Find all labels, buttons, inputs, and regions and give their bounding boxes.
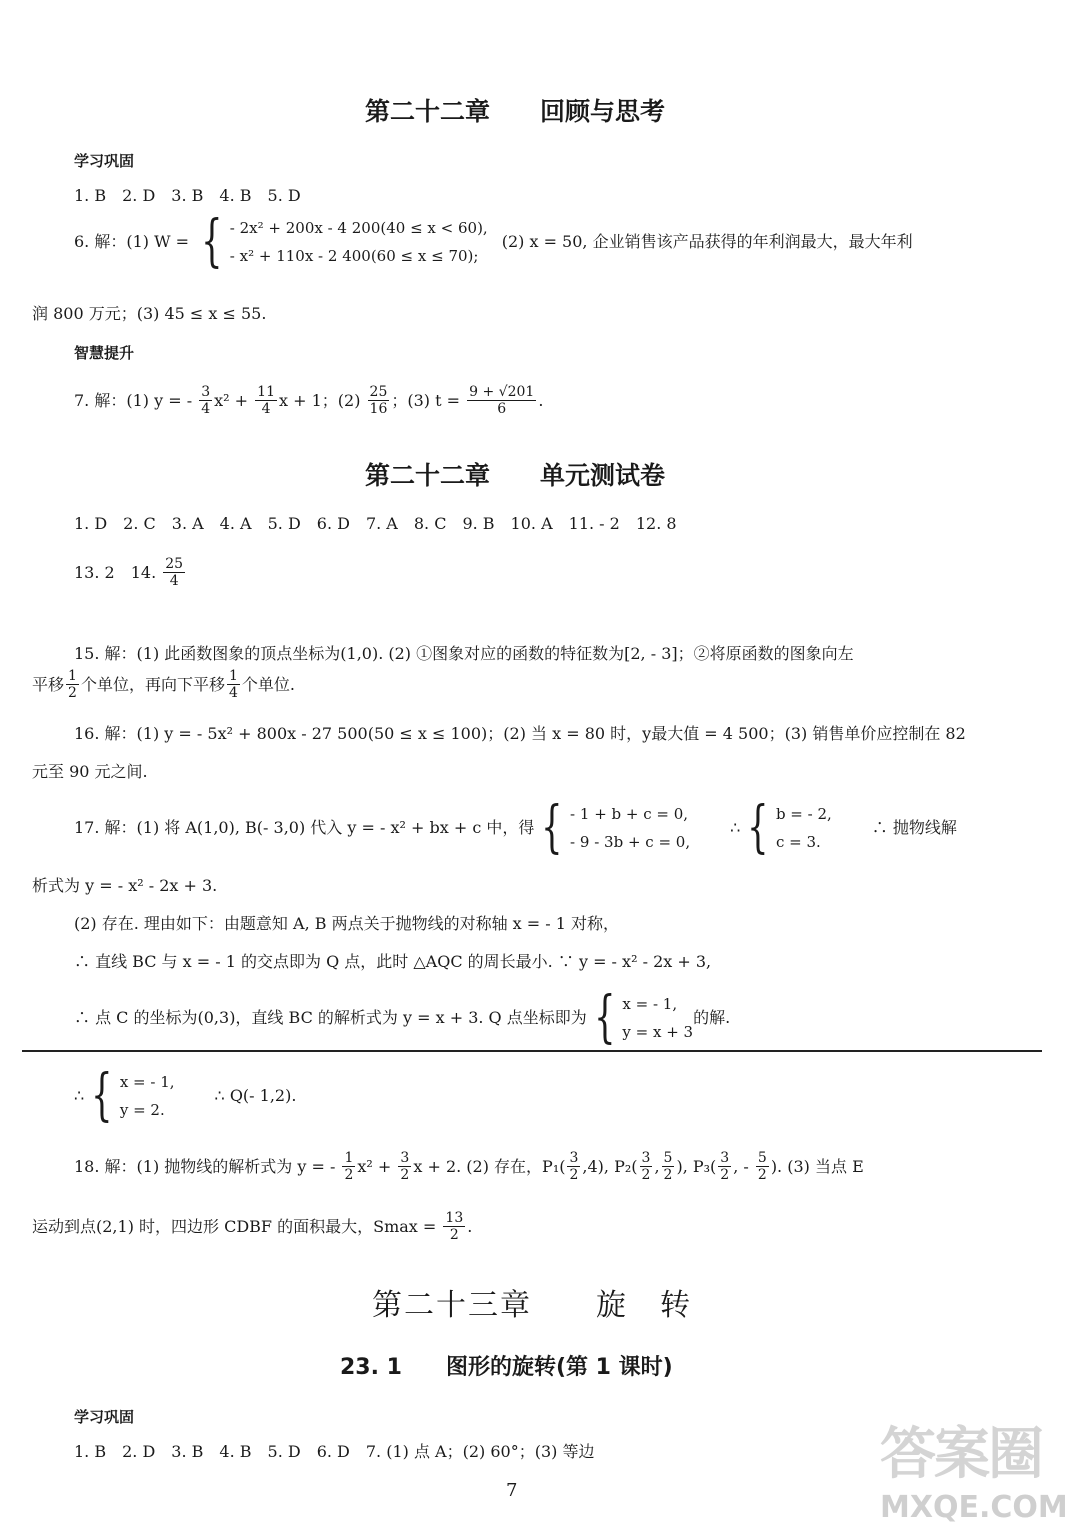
denominator: 2 — [68, 685, 77, 701]
q18-text: , — [654, 1156, 660, 1176]
equation: b = - 2, — [775, 805, 832, 823]
answers-23-1: 1. B 2. D 3. B 4. B 5. D 6. D 7. (1) 点 A；(2) 60°；(3) 等边 — [74, 1442, 595, 1461]
q18-text: 18. 解：(1) 抛物线的解析式为 y = - — [74, 1156, 341, 1176]
numerator: 3 — [641, 1150, 651, 1166]
q6-part2: (2) x = 50, 企业销售该产品获得的年利润最大，最大年利 — [501, 232, 913, 251]
answers-1-12: 1. D 2. C 3. A 4. A 5. D 6. D 7. A 8. C 9. B 10. A 11. - 2 12. 8 — [74, 514, 677, 533]
q7-text: ；(3) t = — [391, 390, 466, 410]
q6-line-2: 润 800 万元；(3) 45 ≤ x ≤ 55. — [32, 304, 267, 323]
denominator: 2 — [344, 1167, 354, 1183]
denominator: 2 — [720, 1167, 730, 1183]
equation: x = - 1, — [622, 995, 678, 1013]
answers-13-14-text: 13. 2 14. — [74, 562, 162, 582]
fraction — [255, 384, 277, 417]
q17-system-4 — [120, 1068, 175, 1124]
watermark-site: MXQE.COM — [880, 1490, 1068, 1525]
chapter-23-title: 第二十三章 旋 转 — [372, 1288, 692, 1323]
denominator: 6 — [497, 401, 507, 417]
q18-text: ,4), P₂( — [582, 1156, 638, 1176]
numerator: 1 — [68, 668, 77, 684]
q18-text: x² + — [357, 1156, 397, 1176]
fraction — [718, 1150, 731, 1183]
q7-text: x² + — [214, 390, 254, 410]
fraction — [199, 384, 212, 417]
denominator: 2 — [449, 1227, 459, 1243]
numerator: 1 — [344, 1150, 354, 1166]
q18-line-1 — [74, 1150, 864, 1183]
q15-line-1: 15. 解：(1) 此函数图象的顶点坐标为(1,0). (2) ①图象对应的函数的特征数为[2, - 3]；②将原函数的图象向左 — [74, 644, 854, 663]
q18-text: . — [467, 1216, 473, 1236]
numerator: 5 — [757, 1150, 767, 1166]
q16-line-2: 元至 90 元之间. — [32, 762, 148, 781]
equation: y = x + 3 — [622, 1023, 694, 1041]
answers-1-5: 1. B 2. D 3. B 4. B 5. D — [74, 186, 301, 205]
q15-text: 个单位. — [241, 674, 295, 694]
q17-line-6 — [74, 1063, 297, 1128]
q7-text: x + 1；(2) — [278, 390, 366, 410]
wisdom-improvement-heading: 智慧提升 — [74, 344, 135, 362]
numerator: 25 — [165, 556, 184, 572]
q18-text: x + 2. (2) 存在，P₁( — [413, 1156, 566, 1176]
numerator: 3 — [400, 1150, 410, 1166]
numerator: 3 — [569, 1150, 579, 1166]
numerator: 9 + √201 — [469, 384, 535, 400]
numerator: 5 — [663, 1150, 673, 1166]
fraction — [163, 556, 185, 589]
chapter-22-review-title: 第二十二章 回顾与思考 — [365, 97, 666, 126]
therefore-symbol: ∴ — [730, 818, 741, 837]
equation: - 1 + b + c = 0, — [570, 805, 689, 823]
q17-line-1 — [74, 795, 957, 860]
q17-system-1 — [570, 800, 690, 856]
q6-case-2: - x² + 110x - 2 400(60 ≤ x ≤ 70); — [229, 247, 479, 265]
fraction — [368, 384, 390, 417]
learning-consolidation-heading: 学习巩固 — [74, 152, 135, 170]
lesson-23-1-title: 23. 1 图形的旋转(第 1 课时) — [340, 1355, 673, 1380]
numerator: 13 — [445, 1210, 464, 1226]
left-brace-icon: { — [541, 795, 563, 860]
equation: - 9 - 3b + c = 0, — [570, 833, 691, 851]
therefore-symbol: ∴ — [74, 1086, 85, 1105]
fraction — [342, 1150, 355, 1183]
equation: x = - 1, — [119, 1073, 175, 1091]
q18-text: , - — [733, 1156, 754, 1176]
denominator: 2 — [400, 1167, 410, 1183]
denominator: 4 — [228, 685, 238, 701]
denominator: 2 — [641, 1167, 651, 1183]
q6-answer — [74, 209, 913, 274]
fraction — [662, 1150, 675, 1183]
numerator: 11 — [257, 384, 275, 400]
numerator: 1 — [228, 668, 238, 684]
q6-prefix: 6. 解：(1) W = — [74, 232, 195, 251]
page-divider — [22, 1050, 1042, 1052]
q15-text: 个单位，再向下平移 — [80, 674, 225, 694]
fraction — [398, 1150, 411, 1183]
denominator: 4 — [261, 401, 271, 417]
left-brace-icon: { — [593, 985, 616, 1050]
q17-line-4: ∴ 直线 BC 与 x = - 1 的交点即为 Q 点，此时 △AQC 的周长最小. ∵ y = - x² - 2x + 3, — [74, 952, 712, 971]
fraction — [66, 668, 79, 701]
fraction — [467, 384, 536, 417]
q17-text: ∴ 抛物线解 — [871, 818, 957, 837]
q17-text: ∴ Q(- 1,2). — [214, 1086, 297, 1105]
q15-text: 平移 — [32, 674, 65, 694]
q16-line-1: 16. 解：(1) y = - 5x² + 800x - 27 500(50 ≤ x ≤ 100)；(2) 当 x = 80 时，y最大值 = 4 500；(3) 销售单价应控制在 82 — [74, 724, 966, 743]
q17-system-3 — [622, 990, 693, 1046]
denominator: 2 — [569, 1167, 579, 1183]
left-brace-icon: { — [747, 795, 769, 860]
left-brace-icon: { — [91, 1063, 113, 1128]
equation: c = 3. — [775, 833, 821, 851]
numerator: 25 — [369, 384, 388, 400]
q18-line-2 — [32, 1210, 472, 1243]
q7-answer — [74, 384, 543, 417]
q15-line-2 — [32, 668, 295, 701]
q6-piecewise — [230, 214, 488, 270]
numerator: 3 — [201, 384, 211, 400]
q17-text: 的解. — [693, 1008, 731, 1027]
equation: y = 2. — [119, 1101, 165, 1119]
denominator: 2 — [663, 1167, 673, 1183]
q7-text: . — [538, 390, 544, 410]
q18-text: ). (3) 当点 E — [770, 1156, 864, 1176]
watermark-logo: 答案圈 — [880, 1422, 1042, 1487]
fraction — [640, 1150, 653, 1183]
fraction — [443, 1210, 465, 1243]
fraction — [227, 668, 240, 701]
q17-line-2: 析式为 y = - x² - 2x + 3. — [32, 876, 218, 895]
denominator: 4 — [201, 401, 211, 417]
q17-text: ∴ 点 C 的坐标为(0,3)，直线 BC 的解析式为 y = x + 3. Q 点坐标即为 — [74, 1008, 587, 1027]
q17-line-3: (2) 存在. 理由如下：由题意知 A, B 两点关于抛物线的对称轴 x = - 1 对称， — [74, 914, 620, 933]
numerator: 3 — [720, 1150, 730, 1166]
answers-13-14 — [74, 556, 187, 589]
q17-system-2 — [776, 800, 832, 856]
fraction — [756, 1150, 769, 1183]
q6-case-1: - 2x² + 200x - 4 200(40 ≤ x < 60), — [229, 219, 488, 237]
denominator: 2 — [757, 1167, 767, 1183]
q7-prefix: 7. 解：(1) y = - — [74, 390, 198, 410]
fraction — [567, 1150, 580, 1183]
q18-text: 运动到点(2,1) 时，四边形 CDBF 的面积最大，Smax = — [32, 1216, 442, 1236]
q17-text: 17. 解：(1) 将 A(1,0), B(- 3,0) 代入 y = - x² + bx + c 中，得 — [74, 818, 535, 837]
denominator: 16 — [369, 401, 388, 417]
page-number: 7 — [506, 1480, 518, 1501]
q18-text: ), P₃( — [676, 1156, 717, 1176]
q17-line-5 — [74, 985, 731, 1050]
left-brace-icon: { — [201, 209, 223, 274]
learning-consolidation-heading: 学习巩固 — [74, 1408, 135, 1426]
chapter-22-unit-test-title: 第二十二章 单元测试卷 — [365, 461, 666, 490]
denominator: 4 — [169, 573, 179, 589]
